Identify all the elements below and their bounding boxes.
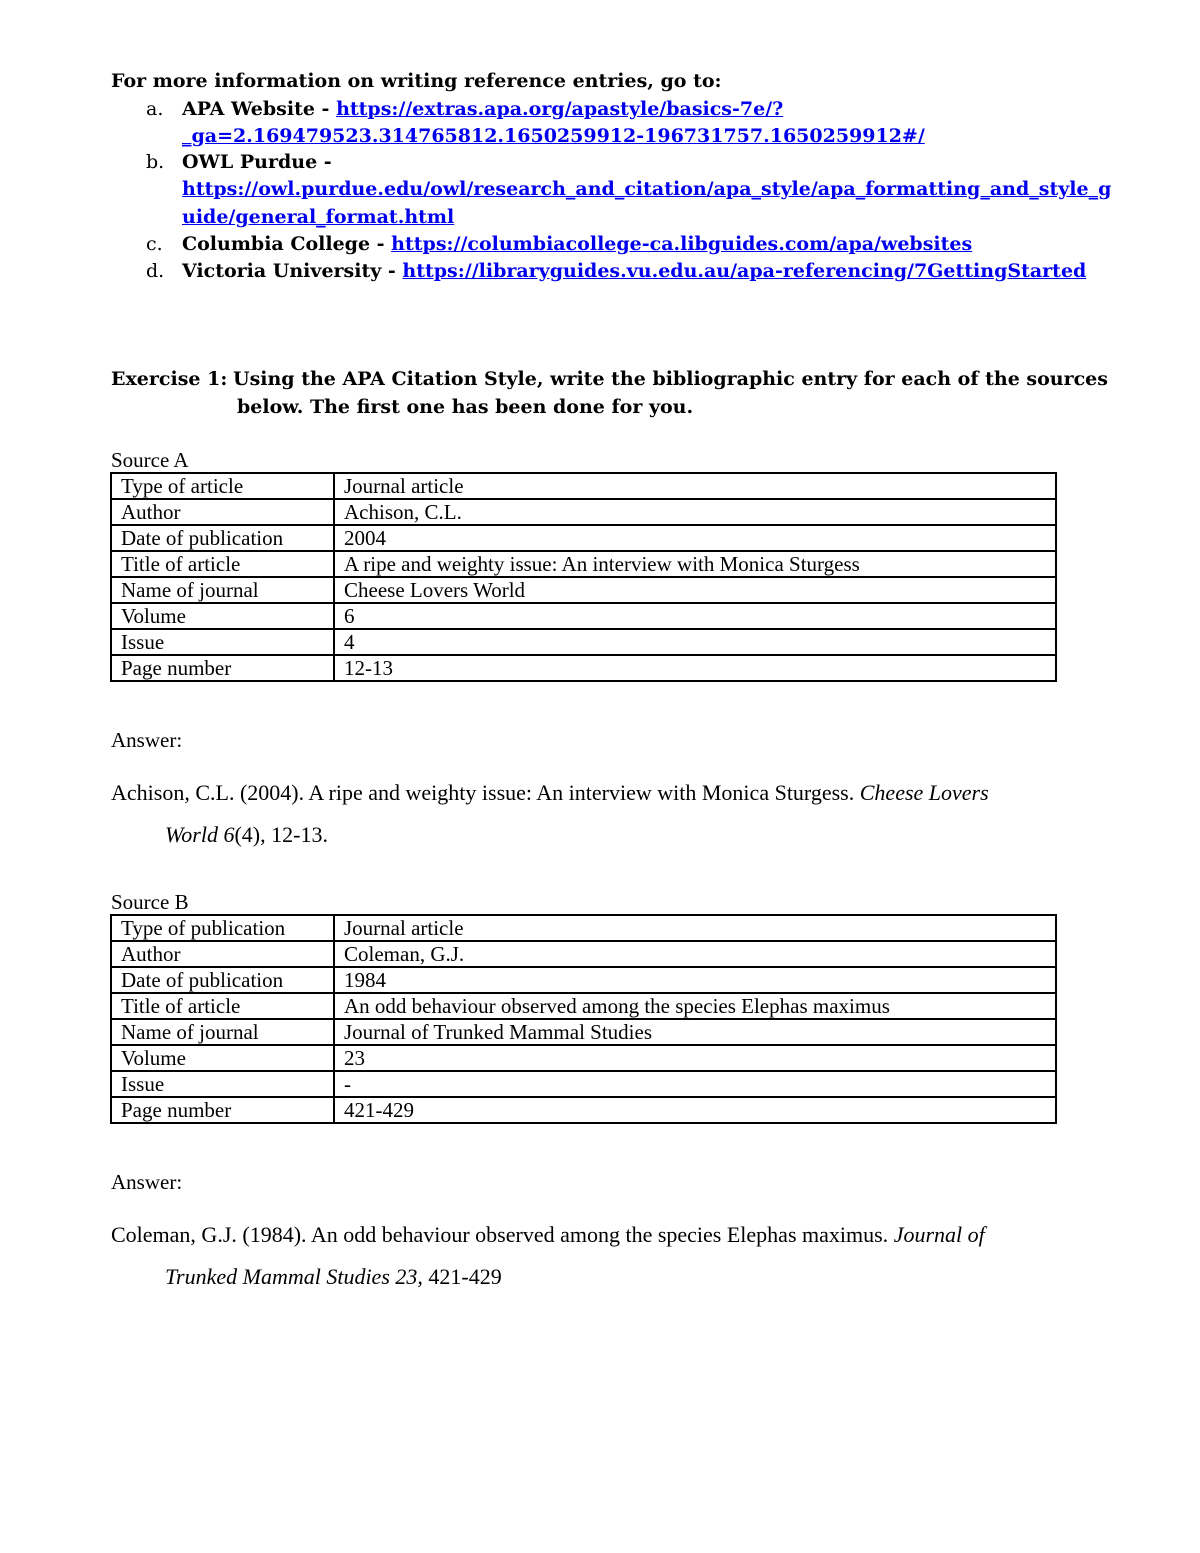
- field-value-cell: 421-429: [334, 1097, 1056, 1123]
- apa-website-link[interactable]: https://extras.apa.org/apastyle/basics-7e/?: [336, 98, 784, 120]
- table-row: [111, 1045, 1056, 1071]
- reference-item-columbia: [182, 231, 972, 258]
- reference-name: Victoria University -: [182, 260, 403, 282]
- citation-journal-continued: Trunked Mammal Studies 23,: [165, 1264, 423, 1289]
- table-row: [111, 499, 1056, 525]
- table-row: [111, 967, 1056, 993]
- table-row: [111, 655, 1056, 681]
- citation-text-continued: 421-429: [422, 1264, 502, 1289]
- field-value-cell: Coleman, G.J.: [334, 941, 1056, 967]
- field-name-cell: Issue: [111, 1071, 334, 1097]
- citation-journal: Journal of: [893, 1222, 985, 1247]
- field-value-cell: An odd behaviour observed among the species Elephas maximus: [334, 993, 1056, 1019]
- field-name-cell: Volume: [111, 1045, 334, 1071]
- exercise-label: Exercise 1:: [111, 368, 228, 390]
- citation-text: Coleman, G.J. (1984). An odd behaviour observed among the species Elephas maximus.: [111, 1222, 894, 1247]
- field-value-cell: 23: [334, 1045, 1056, 1071]
- field-name-cell: Name of journal: [111, 577, 334, 603]
- field-name-cell: Date of publication: [111, 525, 334, 551]
- citation-text: Achison, C.L. (2004). A ripe and weighty issue: An interview with Monica Sturgess.: [111, 780, 860, 805]
- citation-journal-continued: World 6: [165, 822, 235, 847]
- source-b-table: [110, 914, 1057, 1124]
- reference-marker-d: d.: [146, 260, 165, 282]
- table-row: [111, 629, 1056, 655]
- field-value-cell: 1984: [334, 967, 1056, 993]
- reference-item-apa: [182, 96, 783, 123]
- reference-item-owl: [182, 149, 332, 176]
- references-intro: For more information on writing reference entries, go to:: [111, 70, 722, 92]
- table-row: [111, 525, 1056, 551]
- field-name-cell: Author: [111, 499, 334, 525]
- field-name-cell: Name of journal: [111, 1019, 334, 1045]
- apa-website-link-line2[interactable]: _ga=2.169479523.314765812.1650259912-196731757.1650259912#/: [182, 125, 925, 147]
- field-value-cell: Cheese Lovers World: [334, 577, 1056, 603]
- table-row: [111, 473, 1056, 499]
- table-row: [111, 551, 1056, 577]
- exercise-instruction-continued: below. The first one has been done for you.: [237, 396, 694, 418]
- field-name-cell: Issue: [111, 629, 334, 655]
- field-value-cell: Journal of Trunked Mammal Studies: [334, 1019, 1056, 1045]
- source-b-answer-label: Answer:: [111, 1170, 183, 1194]
- reference-marker-a: a.: [146, 98, 164, 120]
- victoria-university-link[interactable]: https://libraryguides.vu.edu.au/apa-referencing/7GettingStarted: [402, 260, 1087, 282]
- table-row: [111, 1097, 1056, 1123]
- source-a-label: Source A: [111, 448, 189, 472]
- field-value-cell: Achison, C.L.: [334, 499, 1056, 525]
- field-name-cell: Type of publication: [111, 915, 334, 941]
- source-b-label: Source B: [111, 890, 189, 914]
- table-row: [111, 1019, 1056, 1045]
- exercise-instruction: Using the APA Citation Style, write the bibliographic entry for each of the sources: [233, 368, 1108, 390]
- table-row: [111, 1071, 1056, 1097]
- field-name-cell: Volume: [111, 603, 334, 629]
- table-row: [111, 993, 1056, 1019]
- field-name-cell: Page number: [111, 655, 334, 681]
- field-value-cell: 6: [334, 603, 1056, 629]
- citation-text-continued: (4), 12-13.: [234, 822, 328, 847]
- reference-marker-c: c.: [146, 233, 163, 255]
- field-name-cell: Page number: [111, 1097, 334, 1123]
- reference-item-victoria: [182, 258, 1086, 285]
- apa-website-link-continued[interactable]: [182, 123, 925, 150]
- owl-purdue-link-line2[interactable]: [182, 204, 454, 231]
- table-row: [111, 603, 1056, 629]
- table-row: [111, 915, 1056, 941]
- field-name-cell: Date of publication: [111, 967, 334, 993]
- reference-marker-b: b.: [146, 151, 165, 173]
- field-name-cell: Title of article: [111, 993, 334, 1019]
- reference-name: APA Website -: [182, 98, 337, 120]
- columbia-college-link[interactable]: https://columbiacollege-ca.libguides.com/apa/websites: [391, 233, 973, 255]
- field-value-cell: 2004: [334, 525, 1056, 551]
- reference-name: Columbia College -: [182, 233, 392, 255]
- source-b-citation-line1: [111, 1222, 985, 1248]
- source-a-answer-label: Answer:: [111, 728, 183, 752]
- source-a-citation-line2: [165, 822, 328, 848]
- field-value-cell: 4: [334, 629, 1056, 655]
- reference-name: OWL Purdue -: [182, 151, 332, 173]
- table-row: [111, 577, 1056, 603]
- field-value-cell: A ripe and weighty issue: An interview with Monica Sturgess: [334, 551, 1056, 577]
- citation-journal: Cheese Lovers: [859, 780, 989, 805]
- owl-purdue-link[interactable]: https://owl.purdue.edu/owl/research_and_citation/apa_style/apa_formatting_and_style_g: [182, 178, 1112, 200]
- field-value-cell: 12-13: [334, 655, 1056, 681]
- owl-purdue-link-continued[interactable]: uide/general_format.html: [182, 206, 455, 228]
- field-name-cell: Type of article: [111, 473, 334, 499]
- source-a-table: [110, 472, 1057, 682]
- field-name-cell: Author: [111, 941, 334, 967]
- source-a-citation-line1: [111, 780, 989, 806]
- source-b-citation-line2: [165, 1264, 502, 1290]
- field-name-cell: Title of article: [111, 551, 334, 577]
- field-value-cell: Journal article: [334, 915, 1056, 941]
- field-value-cell: -: [334, 1071, 1056, 1097]
- field-value-cell: Journal article: [334, 473, 1056, 499]
- table-row: [111, 941, 1056, 967]
- owl-purdue-link-line1[interactable]: [182, 176, 1111, 203]
